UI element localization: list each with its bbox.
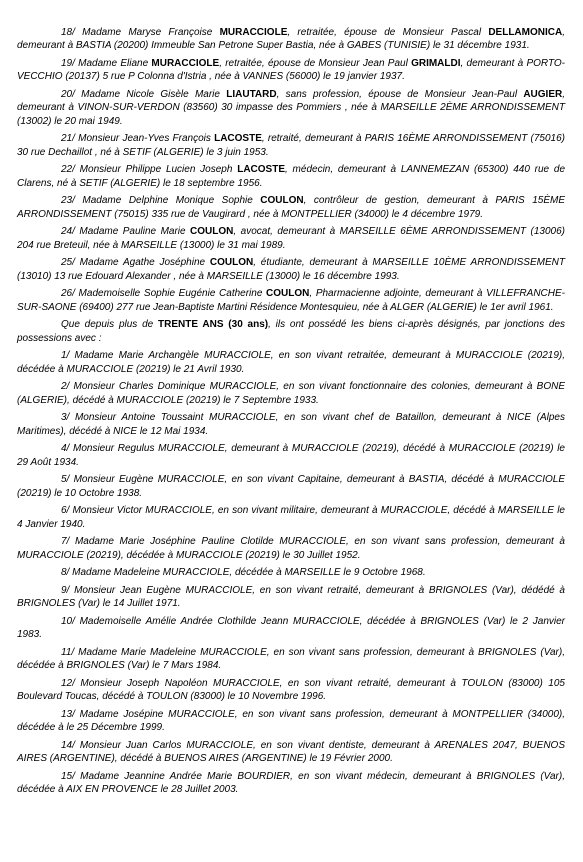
text-run: 23/ Madame Delphine Monique Sophie [61,195,261,207]
paragraph [17,225,565,252]
text-run: , Pharmacienne adjointe, demeurant à VILLEFRANCHE-SUR-SAONE (69400) 277 rue Jean-Baptiste Martini Résidence Montesquieu, née à ALGER (ALGERIE) le 1er avril 1961. [17,288,565,313]
text-run: , retraitée, épouse de Monsieur Pascal [287,27,489,38]
text-run: 9/ Monsieur Jean Eugène MURACCIOLE, en son vivant retraité, demeurant à BRIGNOLES (Var), dédédé à BRIGNOLES (Var) le 14 Juillet 1971. [17,585,565,610]
text-run: , étudiante, demeurant à MARSEILLE 10ÈME ARRONDISSEMENT (13010) 13 rue Edouard Alexander , née à MARSEILLE (13000) le 16 décembre 1993. [17,257,565,282]
paragraph [17,287,565,314]
text-run: 10/ Mademoiselle Amélie Andrée Clothilde Jeann MURACCIOLE, décédée à BRIGNOLES (Var) le 2 Janvier 1983. [17,616,565,641]
text-run: Que depuis plus de [61,319,158,331]
bold-name: AUGIER [523,89,563,100]
text-run: , retraité, demeurant à PARIS 16ÈME ARRONDISSEMENT (75016) 30 rue Dechaillot , né à SETIF (ALGERIE) le 3 juin 1953. [17,133,565,158]
paragraph [17,566,565,579]
text-run: , demeurant à VINON-SUR-VERDON (83560) 30 impasse des Pommiers , née à MARSEILLE 2ÈME ARRONDISSEMENT (13002) le 20 mai 1949. [17,89,565,127]
paragraph [17,163,565,190]
paragraph [17,677,565,704]
text-run: 8/ Madame Madeleine MURACCIOLE, décédée à MARSEILLE le 9 Octobre 1968. [61,567,426,579]
paragraph [17,256,565,283]
text-run: 6/ Monsieur Victor MURACCIOLE, en son vivant militaire, demeurant à MURACCIOLE, décédé à MARSEILLE le 4 Janvier 1940. [17,505,565,530]
bold-name: DELLAMONICA [488,27,563,38]
bold-name: MURACCIOLE [219,27,288,38]
text-run: 22/ Monsieur Philippe Lucien Joseph [61,164,238,176]
paragraph [17,349,565,376]
text-run: 13/ Madame Josépine MURACCIOLE, en son vivant sans profession, demeurant à MONTPELLIER (34000), décédée à le 25 Décembre 1999. [17,709,565,734]
bold-name: GRIMALDI [411,58,461,69]
text-run: 2/ Monsieur Charles Dominique MURACCIOLE, en son vivant fonctionnaire des colonies, demeurant à BONE (ALGERIE), décédé à MURACCIOLE (20219) le 7 Septembre 1933. [17,381,565,406]
paragraph [17,770,565,797]
text-run: 12/ Monsieur Joseph Napoléon MURACCIOLE, en son vivant retraité, demeurant à TOULON (83000) 105 Boulevard Toucas, décédé à TOULON (83000) le 10 Novembre 1996. [17,678,565,703]
paragraph [17,26,565,53]
text-run: , demeurant à PORTO-VECCHIO (20137) 5 rue P Colonna d'Istria , née à VANNES (56000) le 19 janvier 1937. [17,58,565,83]
text-run: 7/ Madame Marie Joséphine Pauline Clotilde MURACCIOLE, en son vivant sans profession, demeurant à MURACCIOLE (20219), décédée à MURACCIOLE (20219) le 30 Juillet 1952. [17,536,565,561]
paragraph [17,473,565,500]
text-run: 3/ Monsieur Antoine Toussaint MURACCIOLE, en son vivant chef de Bataillon, demeurant à NICE (Alpes Maritimes), décédé à NICE le 12 Mai 1934. [17,412,565,437]
text-run: , sans profession, épouse de Monsieur Jean-Paul [276,89,524,100]
text-run: 11/ Madame Marie Madeleine MURACCIOLE, en son vivant sans profession, demeurant à BRIGNOLES (Var), décédée à BRIGNOLES (Var) le 7 Mars 1984. [17,647,565,672]
paragraph [17,318,565,345]
paragraph [17,615,565,642]
text-run: 20/ Madame Nicole Gisèle Marie [61,89,227,100]
bold-name: COULON [190,226,234,238]
paragraph [17,442,565,469]
bold-name: MURACCIOLE [151,58,220,69]
bold-name: LACOSTE [237,164,285,176]
text-run: 5/ Monsieur Eugène MURACCIOLE, en son vivant Capitaine, demeurant à BASTIA, décédé à MURACCIOLE (20219) le 10 Octobre 1938. [17,474,565,499]
paragraph [17,504,565,531]
text-run: , demeurant à BASTIA (20200) Immeuble San Petrone Super Bastia, née à GABES (TUNISIE) le 31 décembre 1931. [17,27,565,52]
bold-name: LIAUTARD [226,89,277,100]
document-body [17,26,565,797]
text-run: , ils ont possédé les biens ci-après désignés, par jonctions des possessions avec : [17,319,566,344]
paragraph [17,194,565,221]
text-run: 14/ Monsieur Juan Carlos MURACCIOLE, en son vivant dentiste, demeurant à ARENALES 2047, BUENOS AIRES (ARGENTINE), décédé à BUENOS AIRES (ARGENTINE) le 19 Février 2000. [17,740,565,765]
bold-name: COULON [266,288,310,300]
text-run: , médecin, demeurant à LANNEMEZAN (65300) 440 rue de Clarens, né à SETIF (ALGERIE) le 18 septembre 1956. [17,164,566,189]
text-run: 24/ Madame Pauline Marie [61,226,191,238]
text-run: 15/ Madame Jeannine Andrée Marie BOURDIER, en son vivant médecin, demeurant à BRIGNOLES (Var), décédée à AIX EN PROVENCE le 28 Juillet 2003. [17,771,565,796]
text-run: , contrôleur de gestion, demeurant à PARIS 15ÈME ARRONDISSEMENT (75015) 335 rue de Vaugirard , née à MONTPELLIER (34000) le 4 décembre 1979. [17,195,565,220]
paragraph [17,708,565,735]
text-run: 1/ Madame Marie Archangèle MURACCIOLE, en son vivant retraitée, demeurant à MURACCIOLE (20219), décédée à MURACCIOLE (20219) le 21 Avril 1930. [17,350,565,375]
text-run: , avocat, demeurant à MARSEILLE 6ÈME ARRONDISSEMENT (13006) 204 rue Breteuil, née à MARSEILLE (13000) le 31 mai 1989. [17,226,565,251]
text-run: 19/ Madame Eliane [61,58,152,69]
paragraph [17,584,565,611]
text-run: 18/ Madame Maryse Françoise [61,27,220,38]
bold-name: TRENTE ANS (30 ans) [157,319,269,331]
paragraph [17,646,565,673]
text-run: 26/ Mademoiselle Sophie Eugénie Catherine [61,288,267,300]
paragraph [17,88,565,128]
paragraph [17,380,565,407]
paragraph [17,411,565,438]
paragraph [17,57,565,84]
paragraph [17,535,565,562]
bold-name: COULON [260,195,304,207]
paragraph [17,132,565,159]
text-run: 4/ Monsieur Regulus MURACCIOLE, demeurant à MURACCIOLE (20219), décédé à MURACCIOLE (20219) le 29 Août 1934. [17,443,565,468]
text-run: 21/ Monsieur Jean-Yves François [61,133,215,145]
bold-name: LACOSTE [214,133,262,145]
paragraph [17,739,565,766]
text-run: , retraitée, épouse de Monsieur Jean Paul [219,58,412,69]
text-run: 25/ Madame Agathe Joséphine [61,257,210,269]
bold-name: COULON [209,257,254,269]
